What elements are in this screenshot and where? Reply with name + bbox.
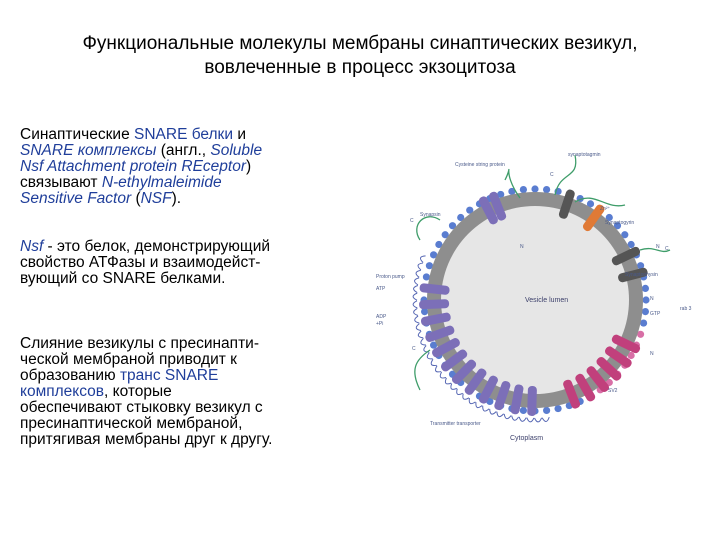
p3-line-1: Слияние везикулы с пресинапти-	[20, 335, 259, 352]
protein-loop	[542, 417, 549, 421]
nsf-term: Nsf	[20, 238, 44, 255]
trans-snare-term: транс SNARE	[119, 367, 219, 384]
protein-loop	[440, 372, 446, 378]
protein-loop	[497, 412, 504, 417]
protein-loop	[414, 308, 418, 315]
protein-loop	[469, 398, 475, 404]
snare-expansion-term: Soluble	[210, 142, 263, 159]
title-line-2: вовлеченные в процесс экзоцитоза	[204, 57, 516, 78]
lipid-head	[543, 186, 550, 193]
rab3-label: rab 3	[680, 306, 692, 312]
complexes-term: комплексов	[20, 383, 105, 400]
cytoplasm-label: Cytoplasm	[510, 435, 544, 442]
p1-line-4	[20, 175, 325, 191]
lipid-head	[543, 407, 550, 414]
protein-loop	[519, 417, 526, 421]
protein-tail	[417, 217, 440, 240]
transmembrane-protein	[527, 386, 537, 416]
lipid-head	[554, 405, 561, 412]
protein-loop	[490, 409, 497, 414]
protein-loop	[416, 270, 421, 277]
protein-loop	[427, 353, 432, 359]
paragraph-nsf	[20, 239, 325, 287]
p2-line-2: свойство АТФазы и взаимодейст-	[20, 254, 261, 271]
protein-loop	[421, 338, 426, 345]
gtp-label: GTP	[650, 311, 661, 317]
p3-line-4	[20, 384, 325, 400]
lipid-head	[520, 407, 527, 414]
p2-text: - это белок, демонстрирующий	[43, 238, 271, 255]
synaptophysin-label: Synaptophysin	[625, 272, 658, 278]
protein-loop	[416, 324, 421, 331]
vesicle-diagram	[350, 150, 720, 450]
protein-loop	[527, 418, 534, 422]
p3-line-6: пресинаптической мембраной,	[20, 415, 243, 432]
lipid-head	[642, 285, 649, 292]
p1-text: Синаптические	[20, 126, 134, 143]
protein-loop	[415, 278, 420, 285]
lipid-head	[531, 185, 538, 192]
p3-text: образованию	[20, 367, 120, 384]
protein-loop	[483, 406, 489, 411]
protein-loop	[476, 402, 482, 407]
transmitter-transporter-label: Transmitter transporter	[430, 421, 481, 427]
p1-line-2	[20, 143, 325, 159]
protein-loop	[415, 316, 420, 323]
protein-loop	[413, 293, 417, 300]
n-label-3: N	[650, 296, 654, 302]
nsf-expansion-term: N-ethylmaleimide	[101, 174, 222, 191]
atp-label: ATP	[376, 286, 386, 292]
snare-expansion-term-2: Nsf Attachment protein REceptor	[20, 158, 246, 175]
p1-text: и	[233, 126, 246, 143]
synaptogyrin-label: Synaptogyrin	[605, 220, 635, 226]
transmembrane-protein	[419, 299, 449, 309]
n-label-4: N	[650, 351, 654, 357]
protein-loop	[445, 378, 451, 384]
lipid-head	[642, 308, 649, 315]
n-label-2: N	[656, 244, 660, 250]
paragraph-snare	[20, 127, 325, 207]
p2-line-3: вующий со SNARE белками.	[20, 270, 226, 287]
protein-loop	[420, 256, 425, 263]
protein-loop	[418, 331, 423, 338]
cysteine-string-protein-label: Cysteine string protein	[455, 162, 505, 168]
vesicle-diagram-svg	[350, 150, 720, 450]
p1-text: ).	[171, 190, 182, 207]
protein-loop	[512, 416, 519, 421]
protein-loop	[451, 384, 457, 390]
synapsin-label: Synapsin	[420, 212, 441, 218]
p1-text: )	[246, 158, 252, 175]
nsf-expansion-term-2: Sensitive Factor	[20, 190, 132, 207]
p1-text: (англ.,	[156, 142, 211, 159]
c-label-3: C	[665, 246, 669, 252]
lipid-head	[640, 319, 647, 326]
p1-line-5	[20, 191, 325, 207]
nsf-term: NSF	[140, 190, 172, 207]
p2-line-1	[20, 239, 325, 255]
lipid-head	[423, 273, 430, 280]
p3-line-7: притягивая мембраны друг к другу.	[20, 431, 273, 448]
protein-loop	[414, 285, 418, 292]
p3-text: , которые	[104, 383, 172, 400]
adp-label: ADP	[376, 314, 387, 320]
c-label-2: C	[410, 218, 414, 224]
zn-label: Zn²⁺	[600, 206, 611, 212]
p1-line-3	[20, 159, 325, 175]
protein-loop	[431, 359, 437, 365]
p1-line-1	[20, 127, 325, 143]
p3-line-3	[20, 368, 325, 384]
lipid-head	[520, 186, 527, 193]
c-label-1: C	[550, 172, 554, 178]
title-line-1: Функциональные молекулы мембраны синаптических везикул,	[82, 33, 638, 54]
snare-complexes-term: SNARE комплексы	[20, 142, 157, 159]
protein-loop	[504, 414, 511, 419]
snare-proteins-term: SNARE белки	[134, 126, 234, 143]
protein-loop	[457, 389, 463, 395]
proton-pump-label: Proton pump	[376, 274, 405, 280]
p1-text: связывают	[20, 174, 102, 191]
pi-label: +Pi	[376, 321, 384, 327]
protein-loop	[436, 366, 442, 372]
c-label-4: C	[412, 346, 416, 352]
n-label-1: N	[520, 244, 524, 250]
sv2-label: SV2	[608, 388, 618, 394]
p3-line-5: обеспечивают стыковку везикул с	[20, 399, 263, 416]
protein-loop	[535, 418, 542, 422]
protein-loop	[418, 263, 423, 270]
lipid-head	[642, 296, 649, 303]
p3-line-2: ческой мембраной приводит к	[20, 351, 237, 368]
vesicle-lumen-label: Vesicle lumen	[525, 297, 569, 304]
synaptotagmin-label: synaptotagmin	[568, 152, 601, 158]
protein-loop	[413, 301, 417, 308]
p1-text: (	[131, 190, 141, 207]
slide-title	[20, 32, 700, 80]
paragraph-fusion	[20, 336, 325, 448]
